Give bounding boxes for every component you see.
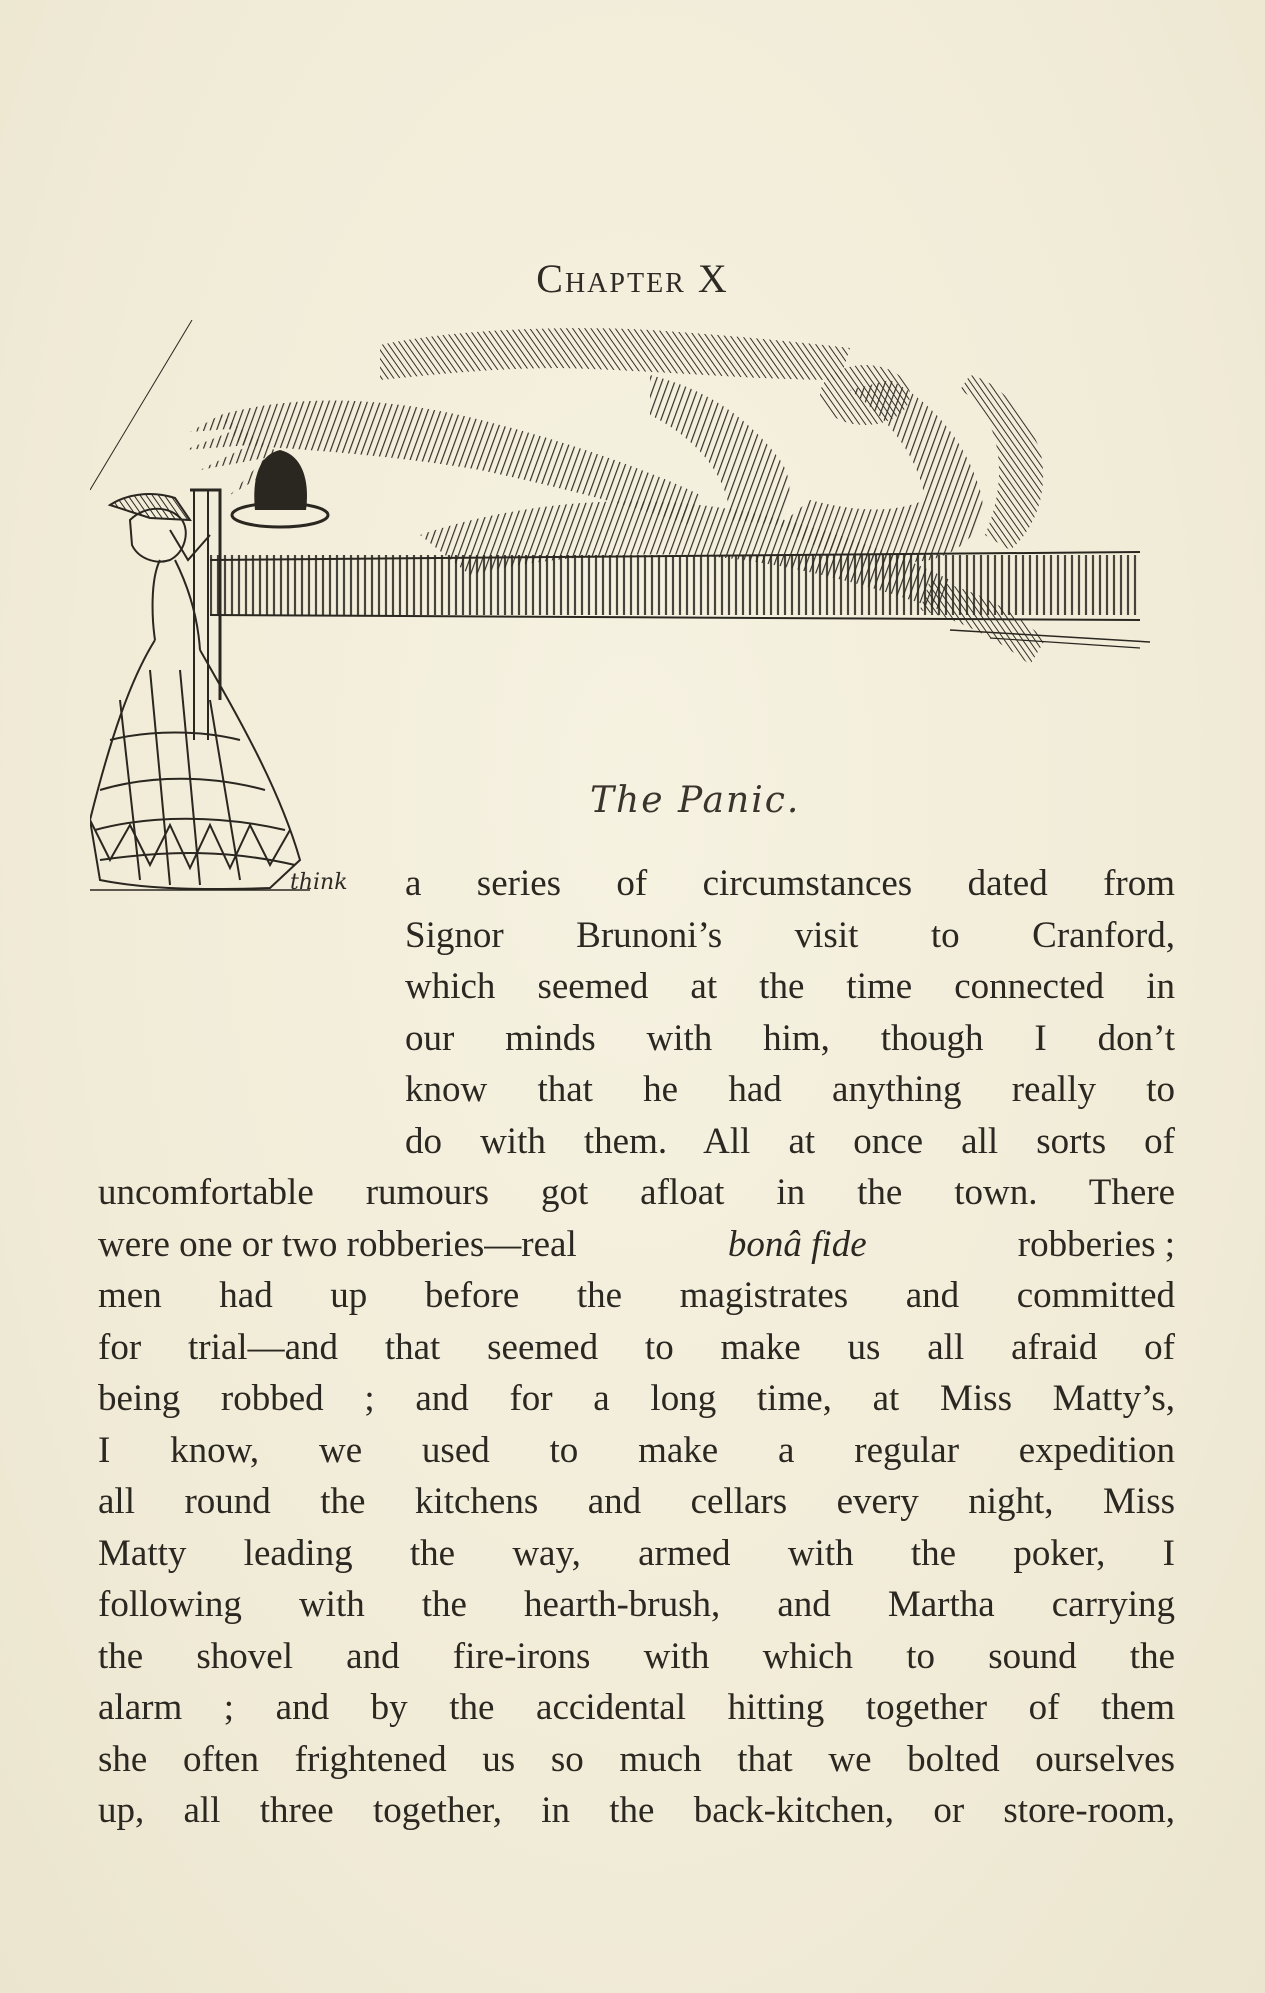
chapter-heading bbox=[0, 255, 1265, 302]
text-segment: were one or two robberies—real bbox=[98, 1223, 577, 1265]
text-line: all round the kitchens and cellars every night, Miss bbox=[98, 1481, 1175, 1522]
text-line: alarm ; and by the accidental hitting together of them bbox=[98, 1687, 1175, 1728]
text-segment: robberies ; bbox=[1017, 1223, 1175, 1265]
text-line: she often frightened us so much that we bolted ourselves bbox=[98, 1738, 1175, 1780]
text-line: Signor Brunoni’s visit to Cranford, bbox=[405, 914, 1175, 956]
indented-paragraph-block bbox=[405, 858, 1175, 1167]
text-line: our minds with him, though I don’t bbox=[405, 1017, 1175, 1059]
chapter-number: X bbox=[697, 256, 729, 301]
text-line: up, all three together, in the back-kitchen, or store-room, bbox=[98, 1790, 1175, 1831]
text-line: being robbed ; and for a long time, at Miss Matty’s, bbox=[98, 1378, 1175, 1419]
text-line: men had up before the magistrates and committed bbox=[98, 1275, 1175, 1316]
text-line: uncomfortable rumours got afloat in the town. There bbox=[98, 1172, 1175, 1213]
text-line: following with the hearth-brush, and Martha carrying bbox=[98, 1584, 1175, 1625]
top-hat bbox=[232, 450, 328, 527]
text-line: which seemed at the time connected in bbox=[405, 966, 1175, 1007]
illustration-caption: The Panic. bbox=[590, 780, 801, 821]
text-line: do with them. All at once all sorts of bbox=[405, 1120, 1175, 1162]
text-line: know that he had anything really to bbox=[405, 1069, 1175, 1110]
italic-phrase: bonâ fide bbox=[727, 1223, 867, 1265]
drop-word: think bbox=[290, 870, 348, 895]
woman-figure bbox=[90, 494, 310, 890]
text-line: Matty leading the way, armed with the poker, I bbox=[98, 1532, 1175, 1574]
chapter-prefix: Chapter bbox=[536, 256, 686, 301]
text-line-with-italic bbox=[98, 1219, 1175, 1271]
text-line: the shovel and fire-irons with which to sound the bbox=[98, 1635, 1175, 1677]
garden-wall bbox=[210, 552, 1150, 648]
text-line: for trial—and that seemed to make us all afraid of bbox=[98, 1326, 1175, 1368]
body-paragraph-block bbox=[98, 1167, 1175, 1837]
text-line: a series of circumstances dated from bbox=[405, 863, 1175, 904]
text-line: I know, we used to make a regular expedition bbox=[98, 1429, 1175, 1471]
